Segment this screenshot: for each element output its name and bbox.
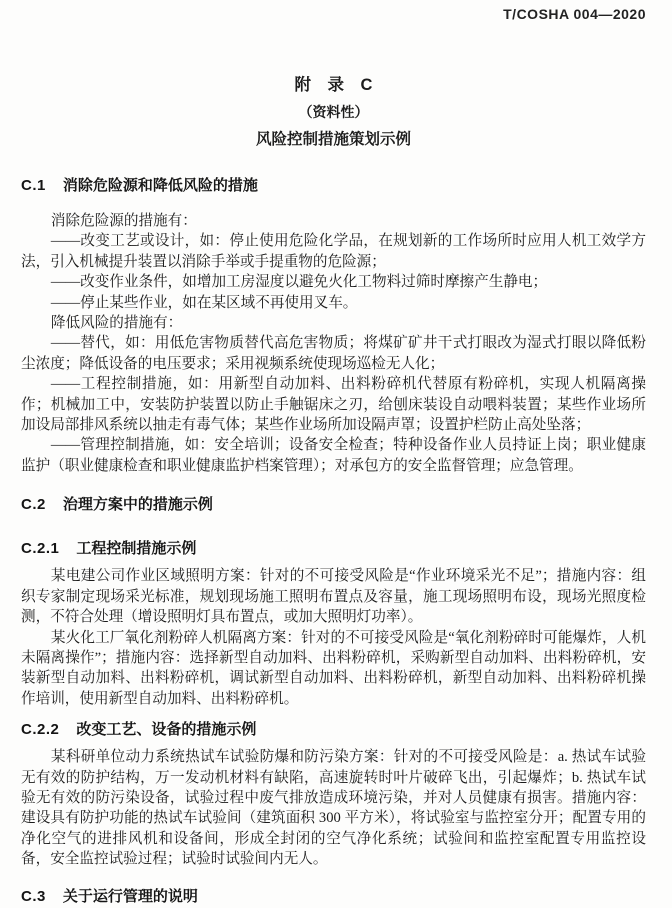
section-heading-c1 — [21, 177, 646, 195]
paragraph: 降低风险的措施有： — [50, 315, 183, 332]
section-heading-c2-1 — [21, 540, 646, 558]
section-heading-c2 — [21, 496, 646, 514]
paragraph: ——替代，如：用低危害物质替代高危害物质；将煤矿矿井干式打眼改为湿式打眼以降低粉尘浓度；降低设备的电压要求；采用视频系统使现场巡检无人化； — [21, 335, 646, 372]
doc-code: T/COSHA 004—2020 — [503, 6, 646, 22]
section-number: C.2 — [21, 496, 46, 514]
section-c2-1-body — [21, 566, 646, 709]
section-number: C.2.1 — [21, 540, 60, 558]
appendix-header — [21, 75, 646, 149]
paragraph: ——工程控制措施，如：用新型自动加料、出料粉碎机代替原有粉碎机，实现人机隔离操作；机械加工中，安装防护装置以防止手触锯床之刃，给刨床装设自动喂料装置；某些作业场所加设局部排风系统以抽走有毒气体；某些作业场所加设隔声罩；设置护栏防止高处坠落； — [21, 376, 646, 434]
section-number: C.3 — [21, 887, 46, 905]
paragraph: ——改变工艺或设计，如：停止使用危险化学品，在规划新的工作场所时应用人机工效学方法，引入机械提升装置以消除手举或手提重物的危险源； — [21, 233, 646, 270]
paragraph: 某火化工厂氧化剂粉碎人机隔离方案：针对的不可接受风险是“氧化剂粉碎时可能爆炸，人机未隔离操作”；措施内容：选择新型自动加料、出料粉碎机，采购新型自动加料、出料粉碎机，安装新型自动加料、出料粉碎机，调试新型自动加料、出料粉碎机，新型自动加料、出料粉碎机操作培训，使用新型自动加料、出料粉碎机。 — [21, 629, 646, 707]
section-number: C.2.2 — [21, 721, 60, 739]
paragraph: 某电建公司作业区域照明方案：针对的不可接受风险是“作业环境采光不足”；措施内容：组织专家制定现场采光标准，规划现场施工照明布置点及容量，施工现场照明布设，现场光照度检测，不符合处理（增设照明灯具布置点，或加大照明灯功率）。 — [21, 568, 646, 626]
appendix-title: 风险控制措施策划示例 — [255, 131, 411, 148]
paragraph: 消除危险源的措施有： — [50, 213, 197, 229]
section-title: 关于运行管理的说明 — [62, 887, 198, 905]
paragraph: ——改变作业条件，如增加工房湿度以避免火化工物料过筛时摩擦产生静电； — [50, 274, 548, 291]
section-number: C.1 — [21, 177, 46, 194]
section-title: 消除危险源和降低风险的措施 — [62, 177, 258, 194]
section-title: 改变工艺、设备的措施示例 — [76, 721, 257, 739]
section-c2-2-body — [21, 747, 646, 869]
section-heading-c2-2 — [21, 721, 646, 739]
paragraph: ——管理控制措施，如：安全培训；设备安全检查；特种设备作业人员持证上岗；职业健康监护（职业健康检查和职业健康监护档案管理）；对承包方的安全监督管理；应急管理。 — [21, 437, 646, 474]
section-c1-body — [21, 211, 646, 476]
section-heading-c3 — [21, 888, 646, 906]
paragraph: ——停止某些作业，如在某区域不再使用叉车。 — [50, 294, 358, 311]
paragraph: 某科研单位动力系统热试车试验防爆和防污染方案：针对的不可接受风险是：a. 热试车试验无有效的防护结构，万一发动机材料有缺陷，高速旋转时叶片破碎飞出，引起爆炸；b. 热试车试验无有效的防污染设备，试验过程中废气排放造成环境污染，并对人员健康有损害。措施内容：建设具有防护功能的热试车试验间（建筑面积 300 平方米），将试验室与监控室分开；配置专用的净化空气的进排风机和设备间，形成全封闭的空气净化系统；试验间和监控室配置专用监控设备，安全监控试验过程；试验时试验间内无人。 — [21, 749, 646, 868]
section-title: 治理方案中的措施示例 — [62, 496, 213, 514]
appendix-type: （资料性） — [298, 104, 369, 120]
section-title: 工程控制措施示例 — [76, 540, 197, 558]
appendix-label: 附 录 C — [294, 76, 373, 94]
